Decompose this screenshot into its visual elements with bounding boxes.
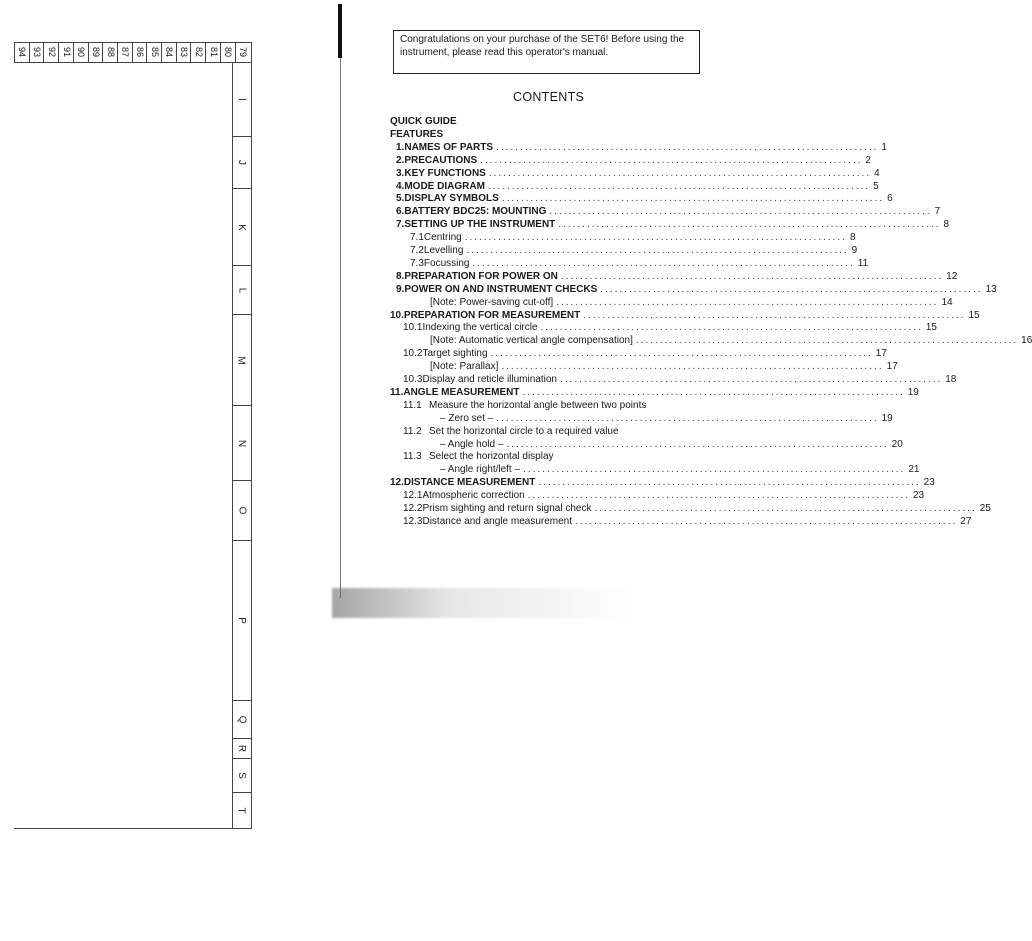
letter-tab-label: Q xyxy=(236,715,247,724)
toc-entry xyxy=(390,116,702,129)
number-tab xyxy=(73,42,89,62)
number-tab-label: 81 xyxy=(208,46,219,58)
toc-dot-leader: ................................................................................ xyxy=(556,296,939,308)
letter-tab-label: P xyxy=(235,617,247,624)
letter-tab xyxy=(232,540,251,700)
toc-dot-leader: ................................................................................ xyxy=(501,361,884,373)
letter-tab xyxy=(232,314,251,405)
number-tab xyxy=(14,42,30,62)
toc-entry xyxy=(410,232,856,245)
letter-tab xyxy=(232,738,251,758)
toc-page-number: 19 xyxy=(907,386,919,398)
toc-entry-title: KEY FUNCTIONS xyxy=(404,167,486,179)
toc-page-number: 14 xyxy=(941,296,953,308)
number-tab xyxy=(176,42,192,62)
toc-entry xyxy=(396,180,879,194)
toc-page-number: 12 xyxy=(946,270,958,282)
page-binding-edge xyxy=(340,58,341,598)
toc-entry-number: 7.3 xyxy=(410,257,424,269)
toc-entry xyxy=(396,283,997,297)
toc-dot-leader: ................................................................................ xyxy=(466,245,849,256)
toc-entry-number: 7.2 xyxy=(410,245,424,256)
number-tab xyxy=(102,42,118,62)
toc-entry-number: 10.1 xyxy=(403,322,423,334)
toc-entry-number: 1. xyxy=(396,141,405,153)
toc-dot-leader: ................................................................................ xyxy=(501,193,885,205)
toc-entry xyxy=(396,167,880,181)
toc-entry-number: 12.2 xyxy=(403,503,423,514)
toc-page-number: 1 xyxy=(881,141,887,153)
toc-dot-leader: ................................................................................ xyxy=(600,283,983,295)
letter-tab xyxy=(232,480,251,540)
toc-dot-leader: ................................................................................ xyxy=(559,374,943,385)
number-tab-label: 89 xyxy=(90,46,101,58)
toc-entry-title: POWER ON AND INSTRUMENT CHECKS xyxy=(404,283,598,295)
toc-entry-title: Atmospheric correction xyxy=(422,490,525,502)
letter-tab-label: J xyxy=(236,160,247,165)
toc-dot-leader: ................................................................................ xyxy=(538,477,921,489)
toc-entry-number: 4. xyxy=(396,180,405,192)
letter-tab-label: L xyxy=(236,287,247,293)
letter-tab xyxy=(232,700,251,738)
toc-dot-leader: ................................................................................ xyxy=(506,438,889,450)
toc-page-number: 13 xyxy=(985,283,997,295)
letter-tab xyxy=(232,758,251,792)
toc-entry xyxy=(396,219,950,232)
toc-entry-number: 7. xyxy=(396,219,405,231)
letter-tab xyxy=(232,405,251,480)
number-tab xyxy=(117,42,133,62)
toc-page-number: 7 xyxy=(934,206,941,218)
toc-entry-title: NAMES OF PARTS xyxy=(404,141,494,153)
page-binding-shadow xyxy=(338,4,342,58)
toc-entry xyxy=(440,438,903,452)
toc-dot-leader: ................................................................................ xyxy=(496,141,879,153)
toc-entry-title: Levelling xyxy=(423,245,464,256)
toc-dot-leader: ................................................................................ xyxy=(635,335,1019,347)
toc-entry xyxy=(403,374,957,387)
intro-notice: Congratulations on your purchase of the SET6! Before using the instrument, please read this operator's manual. xyxy=(393,30,700,74)
letter-tab-label: I xyxy=(236,98,247,101)
toc-page-number: 27 xyxy=(960,515,972,527)
toc-dot-leader: ................................................................................ xyxy=(549,206,932,218)
toc-entry-title: Target sighting xyxy=(422,348,488,360)
toc-entry-number: 10.3 xyxy=(403,374,423,385)
contents-heading: CONTENTS xyxy=(513,90,585,104)
number-tab-label: 79 xyxy=(237,46,248,58)
number-tab xyxy=(190,42,206,62)
number-tab xyxy=(132,42,148,62)
toc-dot-leader: ................................................................................ xyxy=(575,515,958,527)
toc-entry-title: Distance and angle measurement xyxy=(422,515,572,527)
toc-dot-leader: ................................................................................ xyxy=(522,386,905,398)
toc-entry-title: – Zero set – xyxy=(440,412,494,424)
toc-entry-title: PREPARATION FOR MEASUREMENT xyxy=(403,309,581,321)
toc-dot-leader: ................................................................................ xyxy=(490,348,873,360)
number-tab-label: 91 xyxy=(61,46,72,58)
toc-page-number: 23 xyxy=(913,490,925,502)
number-tab xyxy=(88,42,104,62)
toc-entry-title: Display and reticle illumination xyxy=(422,374,557,385)
toc-entry xyxy=(396,270,958,284)
letter-tab xyxy=(232,792,251,828)
toc-entry xyxy=(403,503,991,516)
toc-dot-leader: ................................................................................ xyxy=(583,309,966,321)
number-tab xyxy=(58,42,74,62)
toc-page-number: 19 xyxy=(881,412,893,424)
number-tab-label: 82 xyxy=(193,46,204,58)
toc-page-number: 2 xyxy=(865,154,871,166)
toc-entry-title: Focussing xyxy=(423,257,470,269)
toc-entry xyxy=(390,309,980,323)
toc-entry-title: Select the horizontal display xyxy=(429,451,554,463)
toc-entry xyxy=(390,129,702,142)
toc-entry-title: [Note: Automatic vertical angle compensation] xyxy=(430,335,633,347)
letter-tab-label: S xyxy=(235,772,247,779)
toc-page-number: 17 xyxy=(886,361,898,373)
number-tab-label: 92 xyxy=(46,46,57,58)
toc-entry-title: Prism sighting and return signal check xyxy=(422,503,592,514)
toc-entry-title: DISPLAY SYMBOLS xyxy=(404,193,499,205)
number-tab-label: 85 xyxy=(149,46,160,58)
number-tab xyxy=(29,42,45,62)
toc-dot-leader: ................................................................................ xyxy=(523,464,906,476)
toc-page-number: 15 xyxy=(968,309,980,321)
toc-entry-title: MODE DIAGRAM xyxy=(404,180,485,192)
toc-entry-title: PRECAUTIONS xyxy=(404,154,478,166)
toc-entry-number: 10. xyxy=(390,309,404,321)
number-tab xyxy=(146,42,162,62)
toc-page-number: 6 xyxy=(887,193,893,205)
toc-entry-number: 8. xyxy=(396,270,405,282)
toc-entry-title: [Note: Power-saving cut-off] xyxy=(430,296,554,308)
letter-tab-label: T xyxy=(235,807,247,814)
toc-entry xyxy=(403,400,702,413)
toc-entry-title: – Angle right/left – xyxy=(440,464,521,476)
letter-tab-label: R xyxy=(235,744,247,753)
toc-entry xyxy=(396,141,887,155)
tab-sheet-bottom-border xyxy=(14,828,252,829)
toc-page-number: 18 xyxy=(945,374,957,385)
toc-entry xyxy=(396,206,941,219)
toc-entry xyxy=(403,490,925,503)
toc-page-number: 25 xyxy=(979,503,991,514)
toc-entry xyxy=(410,257,869,271)
toc-entry xyxy=(440,464,920,477)
toc-entry-title: Set the horizontal circle to a required value xyxy=(429,425,619,437)
toc-page-number: 20 xyxy=(891,438,903,450)
toc-entry xyxy=(403,515,972,529)
toc-entry xyxy=(403,348,887,361)
letter-tab xyxy=(232,188,251,265)
toc-dot-leader: ................................................................................ xyxy=(487,180,871,192)
toc-entry-title: – Angle hold – xyxy=(440,438,504,450)
toc-entry-number: 12.3 xyxy=(403,515,423,527)
toc-entry xyxy=(403,426,702,439)
toc-entry-number: 12. xyxy=(390,477,404,489)
toc-dot-leader: ................................................................................ xyxy=(560,270,944,282)
toc-entry-number: 10.2 xyxy=(403,348,423,360)
tab-strip-bottom-border xyxy=(14,62,252,63)
toc-entry-title: BATTERY BDC25: MOUNTING xyxy=(404,206,547,218)
toc-entry-number: 7.1 xyxy=(410,232,424,244)
toc-entry xyxy=(430,335,1032,348)
toc-page-number: 21 xyxy=(908,464,920,476)
toc-dot-leader: ................................................................................ xyxy=(464,232,847,244)
letter-tab-label: O xyxy=(236,506,247,515)
toc-entry xyxy=(390,386,919,400)
toc-entry-number: 11.2 xyxy=(403,425,422,437)
toc-entry xyxy=(396,154,871,168)
toc-dot-leader: ................................................................................ xyxy=(496,412,879,424)
toc-entry xyxy=(430,296,953,310)
number-tab-label: 94 xyxy=(17,46,28,58)
toc-page-number: 23 xyxy=(923,477,935,489)
toc-dot-leader: ................................................................................ xyxy=(594,503,977,514)
letter-tab xyxy=(232,265,251,314)
number-tab-label: 88 xyxy=(105,46,116,58)
number-tab xyxy=(205,42,221,62)
toc-page-number: 5 xyxy=(873,180,879,192)
toc-dot-leader: ................................................................................ xyxy=(488,167,872,179)
toc-entry xyxy=(440,412,893,426)
toc-entry-title: QUICK GUIDE xyxy=(390,116,457,127)
letter-tab xyxy=(232,62,251,136)
toc-page-number: 8 xyxy=(943,219,950,231)
number-tab xyxy=(161,42,177,62)
toc-entry-title: PREPARATION FOR POWER ON xyxy=(404,270,558,282)
number-tab xyxy=(43,42,59,62)
number-tab-strip xyxy=(14,42,252,62)
number-tab xyxy=(235,42,251,62)
toc-entry-number: 9. xyxy=(396,283,405,295)
number-tab-label: 90 xyxy=(76,46,87,58)
toc-page-number: 16 xyxy=(1021,335,1032,347)
number-tab xyxy=(220,42,236,62)
number-tab-label: 93 xyxy=(32,46,43,58)
toc-page-number: 4 xyxy=(874,167,880,179)
toc-dot-leader: ................................................................................ xyxy=(558,219,941,231)
letter-tab-label: K xyxy=(235,223,247,231)
toc-page-number: 17 xyxy=(875,348,887,360)
toc-page-number: 11 xyxy=(857,257,869,269)
toc-entry-number: 5. xyxy=(396,193,405,205)
toc-entry-number: 11.3 xyxy=(403,451,422,463)
toc-entry xyxy=(430,361,898,374)
toc-page-number: 9 xyxy=(851,245,858,256)
toc-entry-title: DISTANCE MEASUREMENT xyxy=(403,477,536,489)
number-tab-label: 87 xyxy=(120,46,131,58)
toc-entry-title: ANGLE MEASUREMENT xyxy=(403,386,520,398)
toc-entry xyxy=(403,322,937,335)
toc-dot-leader: ................................................................................ xyxy=(527,490,910,502)
toc-entry xyxy=(396,193,893,206)
letter-tab-label: M xyxy=(236,355,247,365)
toc-dot-leader: ................................................................................ xyxy=(540,322,923,334)
number-tab-label: 84 xyxy=(164,46,175,58)
scan-shadow xyxy=(332,588,632,618)
toc-entry-title: Indexing the vertical circle xyxy=(422,322,538,334)
toc-entry xyxy=(390,477,935,490)
toc-page-number: 15 xyxy=(925,322,937,334)
toc-entry-title: Measure the horizontal angle between two points xyxy=(429,399,647,411)
toc-entry-title: FEATURES xyxy=(390,128,444,140)
toc-entry-number: 2. xyxy=(396,154,405,166)
number-tab-label: 83 xyxy=(179,46,190,58)
toc-entry-number: 6. xyxy=(396,206,405,218)
toc-page-number: 8 xyxy=(849,232,856,244)
toc-entry-number: 12.1 xyxy=(403,490,423,502)
toc-entry-title: Centring xyxy=(423,232,462,244)
toc-entry xyxy=(403,451,702,464)
toc-entry-number: 11. xyxy=(390,386,404,398)
number-tab-label: 86 xyxy=(135,46,146,58)
toc-entry xyxy=(410,245,858,258)
toc-entry-number: 11.1 xyxy=(403,399,422,411)
toc-entry-number: 3. xyxy=(396,167,405,179)
number-tab-label: 80 xyxy=(223,46,234,58)
toc-dot-leader: ................................................................................ xyxy=(472,257,855,269)
letter-tab-column-right-border xyxy=(251,42,252,828)
letter-tab xyxy=(232,136,251,188)
letter-tab-label: N xyxy=(235,439,247,447)
toc-entry-title: [Note: Parallax] xyxy=(430,361,499,373)
toc-entry-title: SETTING UP THE INSTRUMENT xyxy=(404,219,556,231)
toc-dot-leader: ................................................................................ xyxy=(480,154,863,166)
